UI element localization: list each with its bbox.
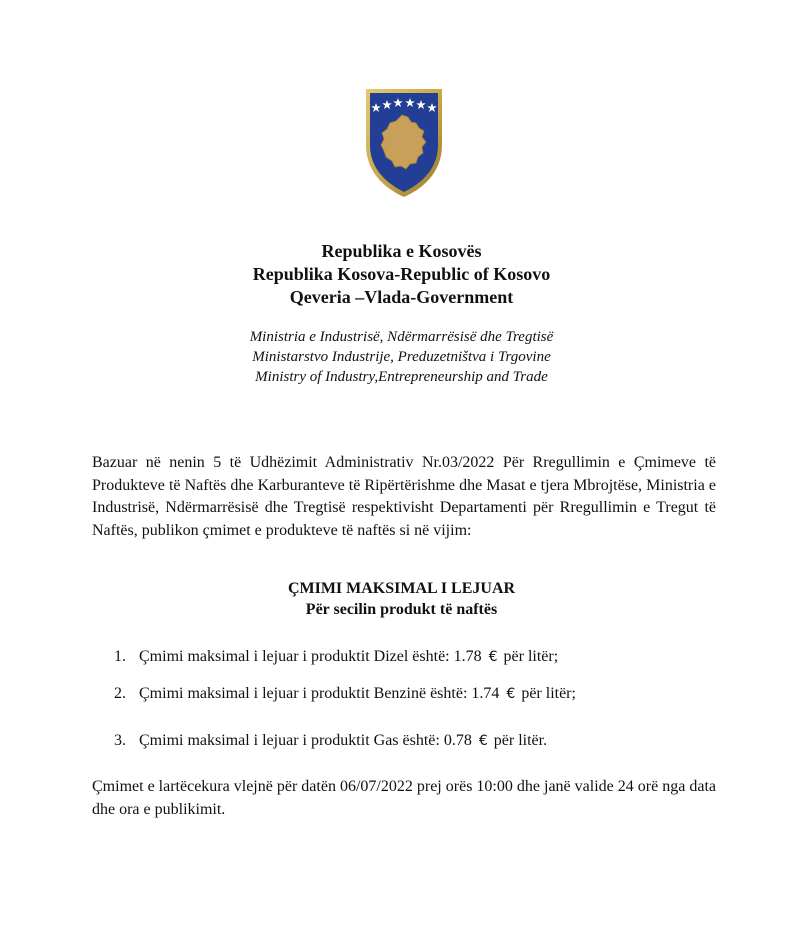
intro-paragraph: Bazuar në nenin 5 të Udhëzimit Administrativ Nr.03/2022 Për Rregullimin e Çmimeve të Produkteve të Naftës dhe Karburanteve të Ripërtërishme dhe Masat e tjera Mbrojtëse, Ministria e Industrisë, Ndërmarrësisë dhe Tregtisë respektivisht Departamenti për Rregullimin e Tregut të Naftës, publikon çmimet e produkteve të naftës si në vijim: [92, 454, 716, 539]
kosovo-coat-of-arms-icon [364, 87, 444, 199]
ministry-line-english: Ministry of Industry,Entrepreneurship and Trade [255, 369, 548, 385]
price-item-unit: për litër; [503, 648, 559, 665]
government-header [0, 240, 803, 309]
header-line-albanian: Republika e Kosovës [321, 241, 482, 261]
ministry-line-serbian: Ministarstvo Industrije, Preduzetništva i Trgovine [252, 349, 551, 365]
price-item-number: 2. [114, 685, 126, 702]
euro-currency-symbol: € [506, 686, 516, 702]
validity-paragraph: Çmimet e lartëcekura vlejnë për datën 06/07/2022 prej orës 10:00 dhe janë valide 24 orë nga data dhe ora e publikimit. [92, 778, 716, 818]
ministry-line-albanian: Ministria e Industrisë, Ndërmarrësisë dhe Tregtisë [249, 329, 554, 345]
price-item-text [139, 684, 576, 704]
price-item-description: Çmimi maksimal i lejuar i produktit Gas është: 0.78 [139, 732, 472, 749]
header-line-serbian-english: Republika Kosova-Republic of Kosovo [252, 264, 551, 284]
price-item-description: Çmimi maksimal i lejuar i produktit Benzinë është: 1.74 [139, 685, 500, 702]
euro-currency-symbol: € [488, 649, 498, 665]
header-line-government: Qeveria –Vlada-Government [289, 287, 514, 307]
price-item-description: Çmimi maksimal i lejuar i produktit Dizel është: 1.78 [139, 648, 482, 665]
price-item-text [139, 731, 547, 751]
euro-currency-symbol: € [478, 733, 488, 749]
price-item-unit: për litër; [521, 685, 576, 702]
price-section-heading [0, 578, 803, 620]
price-item-unit: për litër. [493, 732, 548, 749]
price-item-number: 1. [114, 648, 126, 665]
price-item-text [139, 647, 558, 667]
price-item-number: 3. [114, 732, 126, 749]
ministry-header [0, 327, 803, 387]
price-section-subtitle: Për secilin produkt të naftës [305, 601, 498, 618]
price-section-title: ÇMIMI MAKSIMAL I LEJUAR [287, 580, 516, 597]
